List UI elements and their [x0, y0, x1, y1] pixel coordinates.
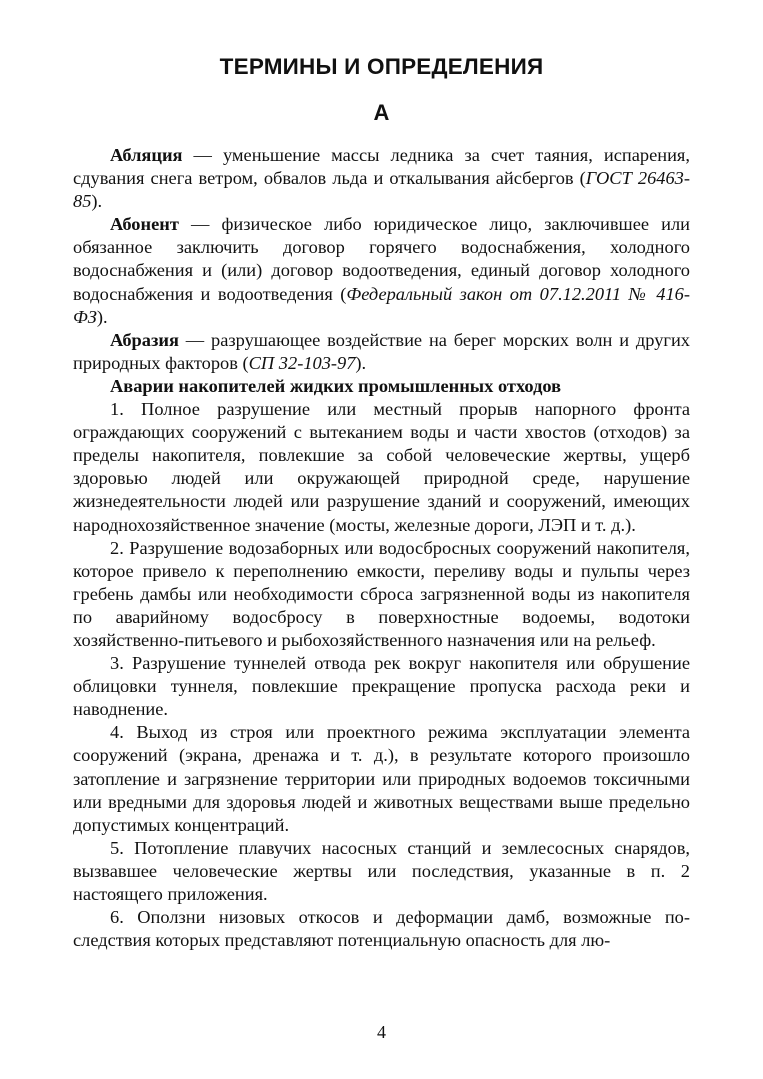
definition-text: — физическое либо юридическое лицо, заключившее или обязанное заключить договор горячего водоснабжения, холодного водоснабжения и (или) договор водоотведения, единый договор холодного водоснабжения и водоотведения ( — [73, 214, 690, 304]
source-reference: Федеральный закон от 07.12.2011 № 416-ФЗ — [73, 283, 690, 327]
definition-tail: ). — [355, 352, 367, 373]
term-heading: Абразия — [110, 329, 179, 350]
definition-tail: ). — [91, 191, 103, 212]
document-body — [73, 144, 690, 952]
page-number: 4 — [377, 1022, 386, 1042]
accident-item-2: 2. Разрушение водозаборных или водосбросных сооружений накопителя, которое привело к переполнению емкости, переливу воды и пульпы через гребень дамбы или необходимости сброса загрязненной воды из накопителя по аварийному водосбросу в поверхностные водоемы, водотоки хозяйственно-питьевого и рыбохозяйственного назначения или на рельеф. — [73, 537, 690, 650]
term-heading: Абляция — [110, 145, 183, 165]
source-reference: СП 32-103-97 — [248, 352, 356, 373]
entry-accidents-heading — [73, 375, 690, 398]
term-heading: Аварии накопителей жидких промышленных отходов — [110, 375, 562, 396]
definition-tail: ). — [96, 306, 108, 327]
section-letter: А — [373, 100, 390, 125]
accident-item-4: 4. Выход из строя или проектного режима эксплуатации элемента сооружений (экрана, дренажа и т. д.), в результате которого произошло затопление и загрязнение территории или природных водоемов токсичными или вредными для здоровья людей и животных веществами выше предельно допустимых концентраций. — [73, 722, 690, 835]
accident-item-1: 1. Полное разрушение или местный прорыв напорного фронта ограждающих сооружений с вытеканием воды и части хвостов (отходов) за пределы накопителя, повлекшие за собой человеческие жертвы, ущерб здоровью людей или окружающей природной среде, нарушение жизнедеятельности людей или разрушение зданий и сооружений, имеющих народнохозяйственное значение (мосты, железные дороги, ЛЭП и т. д.). — [73, 399, 690, 535]
source-reference: ГОСТ 26463-85 — [73, 168, 690, 212]
accident-item-6: 6. Оползни низовых откосов и деформации дамб, возможные последствия которых представляют потенциальную опасность для лю- — [73, 907, 690, 951]
entry-abonent — [73, 213, 690, 328]
entry-abrasion — [73, 329, 690, 375]
definition-text: — разрушающее воздействие на берег морских волн и других природных факторов ( — [73, 329, 690, 373]
page-title: ТЕРМИНЫ И ОПРЕДЕЛЕНИЯ — [219, 54, 544, 79]
accident-item-5: 5. Потопление плавучих насосных станций и землесосных снарядов, вызвавшее человеческие жертвы или последствия, указанные в п. 2 настоящего приложения. — [73, 837, 690, 904]
term-heading: Абонент — [110, 214, 179, 235]
entry-ablation — [73, 144, 690, 213]
accident-item-3: 3. Разрушение туннелей отвода рек вокруг накопителя или обрушение облицовки туннеля, повлекшие прекращение пропуска расхода реки и наводнение. — [73, 653, 690, 720]
definition-text: — уменьшение массы ледника за счет таяния, испарения, сдувания снега ветром, обвалов льда и откалывания айсбергов ( — [73, 145, 690, 189]
